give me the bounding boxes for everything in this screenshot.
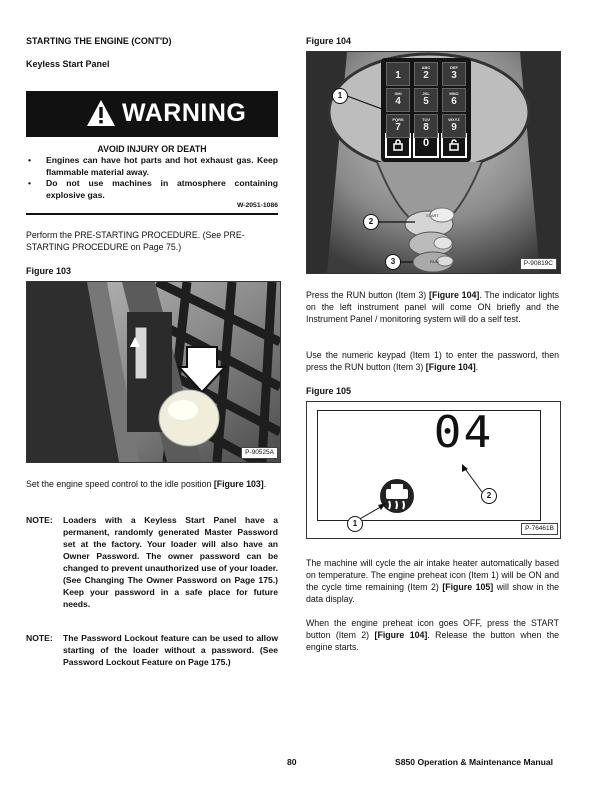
callout-leader-lines — [307, 402, 560, 538]
figure-104-image — [306, 51, 561, 274]
engine-speed-control-photo — [27, 282, 280, 462]
paragraph-password — [306, 349, 559, 373]
paragraph-pre-starting — [26, 229, 278, 253]
manual-title: S850 Operation & Maintenance Manual — [395, 757, 554, 767]
key-number: 2 — [423, 70, 429, 81]
paragraph-text: will show in the data display. — [306, 582, 559, 604]
figure-105-label: Figure 105 — [306, 386, 352, 396]
warning-code: W-2051-1086 — [236, 202, 278, 209]
warning-triangle-icon — [86, 99, 116, 127]
keypad-key-3[interactable] — [442, 62, 466, 86]
figure-reference: [Figure 104] — [374, 630, 428, 640]
paragraph-line: Perform the PRE-STARTING PROCEDURE. (See PRE- — [26, 230, 245, 240]
note-password-lockout — [26, 632, 278, 668]
cycle-time-readout: 04 — [433, 407, 494, 458]
callout-2: 2 — [363, 214, 379, 230]
paragraph-text: Set the engine speed control to the idle position — [26, 479, 214, 489]
figure-reference: [Figure 104] — [425, 362, 476, 372]
paragraph-text: Use the numeric keypad (Item 1) to enter the password, then press the RUN button (Item 3) — [306, 350, 559, 372]
note-label: NOTE: — [26, 515, 53, 525]
paragraph-text: When the engine preheat icon goes OFF, press the START button (Item 2) — [306, 618, 559, 640]
keypad-key-5[interactable] — [414, 88, 438, 112]
figure-tag: P-90819C — [520, 258, 557, 270]
warning-title: WARNING — [122, 99, 247, 127]
keypad-key-0[interactable]: 0 — [422, 137, 430, 149]
keypad-key-8[interactable] — [414, 114, 438, 138]
paragraph-run — [306, 289, 559, 325]
key-letters: TUV — [422, 117, 430, 122]
figure-tag: P-76461B — [521, 523, 558, 535]
callout-3: 3 — [385, 254, 401, 270]
warning-item: • Do not use machines in atmosphere containing explosive gas. — [26, 178, 278, 201]
numeric-keypad — [386, 62, 468, 138]
keypad-key-6[interactable] — [442, 88, 466, 112]
key-number: 1 — [395, 70, 401, 81]
key-letters: PQRS — [392, 117, 404, 122]
note-text: The Password Lockout feature can be used to allow starting of the loader without a password. (See Password Lockout Feature on Page 175.) — [63, 633, 278, 667]
note-master-password — [26, 514, 278, 610]
key-number: 5 — [423, 96, 429, 107]
figure-105-image — [306, 401, 561, 539]
keypad-key-4[interactable] — [386, 88, 410, 112]
start-button[interactable]: START — [426, 213, 439, 218]
unlock-icon[interactable] — [447, 138, 461, 152]
key-letters: DEF — [450, 65, 458, 70]
divider — [26, 213, 278, 215]
keypad-key-9[interactable] — [442, 114, 466, 138]
keypad-key-1[interactable] — [386, 62, 410, 86]
key-number: 8 — [423, 122, 429, 133]
callout-1: 1 — [332, 88, 348, 104]
key-number: 6 — [451, 96, 457, 107]
section-heading: STARTING THE ENGINE (CONT'D) — [26, 36, 172, 46]
lock-icon[interactable] — [391, 138, 405, 152]
paragraph-text: . — [475, 362, 479, 372]
warning-item: • Engines can have hot parts and hot exhaust gas. Keep flammable material away. — [26, 155, 278, 178]
warning-banner — [26, 91, 278, 137]
run-button[interactable]: RUN — [430, 259, 439, 264]
paragraph-text: Press the RUN button (Item 3) — [306, 290, 430, 300]
paragraph-start — [306, 617, 559, 653]
figure-104-label: Figure 104 — [306, 36, 352, 46]
key-number: 7 — [395, 122, 401, 133]
warning-subtitle: AVOID INJURY OR DEATH — [97, 144, 207, 154]
section-subheading: Keyless Start Panel — [26, 59, 110, 69]
key-number: 9 — [451, 122, 457, 133]
page-number: 80 — [287, 757, 297, 767]
key-letters: MNO — [449, 91, 459, 96]
callout-2: 2 — [481, 488, 497, 504]
figure-103-image — [26, 281, 281, 463]
figure-reference: [Figure 103] — [213, 479, 264, 489]
paragraph-idle — [26, 478, 278, 490]
paragraph-text: . The indicator lights on the left instrument panel will come ON briefly and the Instrument Panel / monitoring system will do a self test. — [306, 290, 559, 324]
paragraph-text: . Release the button when the engine starts. — [306, 630, 559, 652]
paragraph-text: The machine will cycle the air intake heater automatically based on temperature. The engine preheat icon (Item 1) will be ON and the cycle time remaining (Item 2) — [306, 558, 559, 592]
paragraph-line: STARTING PROCEDURE on Page 75.) — [26, 242, 182, 252]
note-text: Loaders with a Keyless Start Panel have a permanent, randomly generated Master Password set at the factory. Your loader will also have an Owner Password. The owner password can be changed to prevent unauthorized use of your loader. (See Changing The Owner Password on Page 175.) Keep your password in a safe place for future needs. — [63, 515, 278, 609]
key-number: 4 — [395, 96, 401, 107]
figure-tag: P-90525A — [241, 447, 278, 459]
key-letters: WXYZ — [448, 117, 460, 122]
callout-1: 1 — [347, 516, 363, 532]
note-label: NOTE: — [26, 633, 53, 643]
figure-reference: [Figure 104] — [429, 290, 480, 300]
paragraph-text: . — [263, 479, 267, 489]
keypad-key-2[interactable] — [414, 62, 438, 86]
figure-reference: [Figure 105] — [442, 582, 494, 592]
warning-list — [26, 155, 278, 201]
key-letters: GHI — [394, 91, 402, 96]
key-letters: JKL — [422, 91, 430, 96]
figure-103-label: Figure 103 — [26, 266, 72, 276]
key-letters: ABC — [421, 65, 431, 70]
keypad-key-7[interactable] — [386, 114, 410, 138]
paragraph-preheat — [306, 557, 559, 605]
key-number: 3 — [451, 70, 457, 81]
